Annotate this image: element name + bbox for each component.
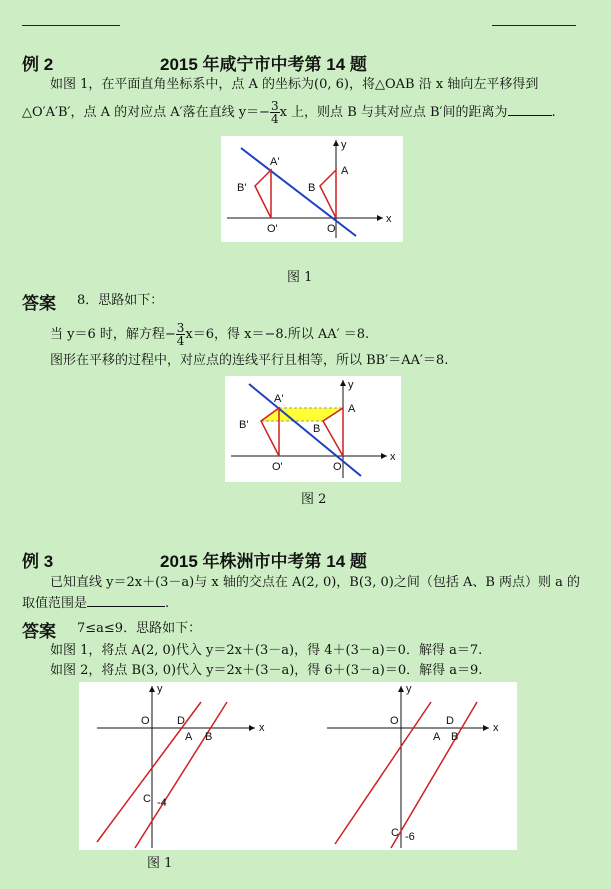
left-label-C: C (143, 793, 151, 805)
label-O: O (327, 223, 336, 235)
example3-question-line2: 取值范围是 . (22, 596, 170, 611)
header-rule-left (22, 25, 120, 26)
example2-title: 2015 年咸宁市中考第 14 题 (160, 55, 367, 74)
example3-question-line1: 已知直线 y＝2x＋(3－a)与 x 轴的交点在 A(2, 0)，B(3, 0)之间（包括 A、B 两点）则 a 的 (50, 575, 581, 590)
label-B1: B' (237, 182, 247, 194)
example2-question-line2: △O′A′B′，点 A 的对应点 A′落在直线 y＝− $\frac{3}{4}$ x 上，则点 B 与其对应点 B′间的距离为 . (22, 99, 556, 126)
right-label-x: x (493, 722, 499, 734)
right-label-minus6: -6 (405, 831, 415, 843)
left-label-O: O (141, 715, 150, 727)
label-y: y (341, 139, 347, 151)
right-label-C: C (391, 827, 399, 839)
fig2-label-A1: A' (274, 393, 284, 405)
fig2-label-A: A (348, 403, 356, 415)
example2-figure2 (225, 376, 401, 482)
left-label-B: B (205, 731, 213, 743)
right-label-O: O (390, 715, 399, 727)
label-x: x (386, 213, 392, 225)
example2-label: 例 2 (22, 55, 54, 74)
fig2-label-O1: O' (272, 461, 283, 473)
example3-figures (79, 682, 517, 850)
example3-answer-line1: 如图 1，将点 A(2, 0)代入 y＝2x＋(3－a)，得 4＋(3－a)＝0．解得 a＝7. (50, 643, 483, 658)
right-label-D: D (446, 715, 454, 727)
label-O1: O' (267, 223, 278, 235)
right-label-y: y (406, 683, 412, 695)
label-A: A (341, 165, 349, 177)
fraction-3-4: $\frac{3}{4}$ (270, 99, 279, 126)
example2-figure1 (221, 136, 403, 242)
coordinate-figure-2 (225, 376, 401, 482)
fig2-label-y: y (348, 379, 354, 391)
example2-answer-label: 答案 (22, 294, 56, 313)
fig2-label-x: x (390, 451, 396, 463)
label-A1: A' (270, 156, 280, 168)
left-label-minus4: -4 (157, 797, 167, 809)
example3-title: 2015 年株洲市中考第 14 题 (160, 552, 367, 571)
example2-question-line1: 如图 1，在平面直角坐标系中，点 A 的坐标为(0, 6)，将△OAB 沿 x 轴向左平移得到 (50, 77, 539, 92)
example3-label: 例 3 (22, 552, 54, 571)
answer-blank (508, 103, 552, 116)
example2-figure1-caption: 图 1 (287, 270, 313, 285)
example3-answer-intro: 7≤a≤9．思路如下： (77, 621, 202, 636)
left-label-y: y (157, 683, 163, 695)
example3-answer-label: 答案 (22, 622, 56, 641)
header-rule-right (492, 25, 576, 26)
fig2-label-B1: B' (239, 419, 249, 431)
example3-figure1-caption: 图 1 (147, 856, 173, 871)
example3-answer-line2: 如图 2，将点 B(3, 0)代入 y＝2x＋(3－a)，得 6＋(3－a)＝0．解得 a＝9. (50, 663, 483, 678)
coordinate-figure (221, 136, 403, 242)
right-label-A: A (433, 731, 441, 743)
answer-blank-2 (87, 594, 165, 607)
example2-answer-line2: 图形在平移的过程中，对应点的连线平行且相等，所以 BB′＝AA′＝8. (50, 353, 449, 368)
example2-figure2-caption: 图 2 (301, 492, 327, 507)
example3-coordinate-figures (79, 682, 517, 850)
left-label-x: x (259, 722, 265, 734)
fig2-label-B: B (313, 423, 321, 435)
left-label-D: D (177, 715, 185, 727)
example2-answer-line1: 当 y＝6 时，解方程− $\frac{3}{4}$ x＝6，得 x＝−8.所以 AA′ ＝8. (50, 321, 370, 348)
right-label-B: B (451, 731, 459, 743)
left-label-A: A (185, 731, 193, 743)
fig2-label-O: O (333, 461, 342, 473)
example2-answer-intro: 8．思路如下： (77, 293, 164, 308)
label-B: B (308, 182, 316, 194)
